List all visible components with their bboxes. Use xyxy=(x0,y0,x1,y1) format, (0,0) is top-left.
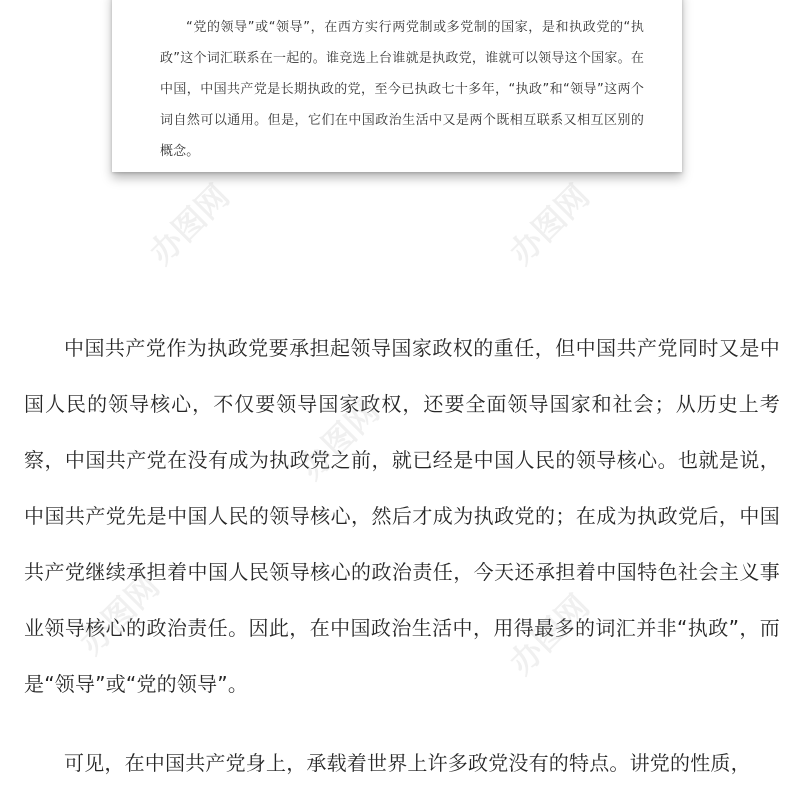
watermark-5: 办图网 xyxy=(72,567,167,662)
quote-card-text: “党的领导”或“领导”，在西方实行两党制或多党制的国家，是和执政党的“执政”这个词汇联系在一起的。谁竞选上台谁就是执政党，谁就可以领导这个国家。在中国，中国共产党是长期执政的党，至今已执政七十多年，“执政”和“领导”这两个词自然可以通用。但是，它们在中国政治生活中又是两个既相互联系又相互区别的概念。 xyxy=(160,20,644,159)
watermark-3: 办图网 xyxy=(292,392,387,487)
watermark-1: 办图网 xyxy=(142,177,237,272)
body-paragraph-2: 可见，在中国共产党身上，承载着世界上许多政党没有的特点。讲党的性质， xyxy=(64,751,751,775)
quote-card xyxy=(112,0,682,172)
watermark-2: 办图网 xyxy=(502,177,597,272)
watermark-4: 办图网 xyxy=(502,587,597,682)
body-paragraph-1: 中国共产党作为执政党要承担起领导国家政权的重任，但中国共产党同时又是中国人民的领导核心，不仅要领导国家政权，还要全面领导国家和社会；从历史上考察，中国共产党在没有成为执政党之前，就已经是中国人民的领导核心。也就是说，中国共产党先是中国人民的领导核心，然后才成为执政党的；在成为执政党后，中国共产党继续承担着中国人民领导核心的政治责任，今天还承担着中国特色社会主义事业领导核心的政治责任。因此，在中国政治生活中，用得最多的词汇并非“执政”，而是“领导”或“党的领导”。 xyxy=(24,336,780,696)
